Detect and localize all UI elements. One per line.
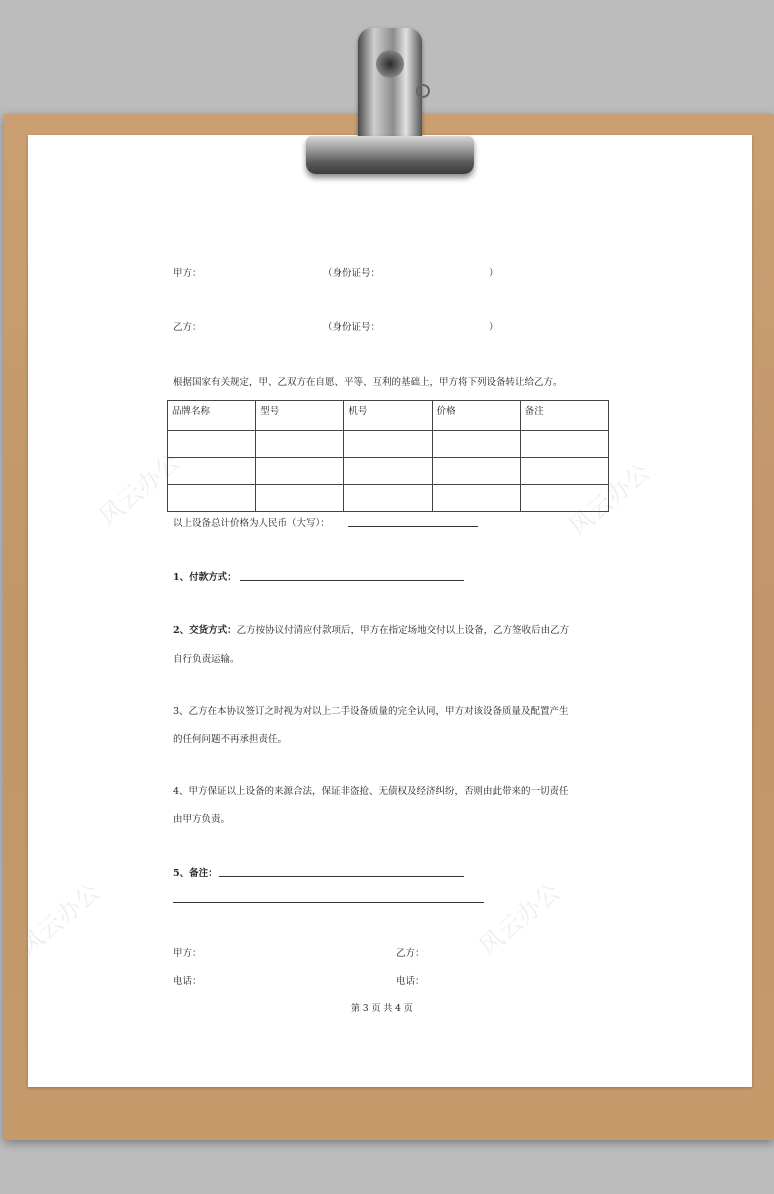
table-cell[interactable] (256, 458, 344, 485)
remarks-line-2[interactable] (173, 902, 484, 903)
table-cell[interactable] (520, 458, 608, 485)
table-row (168, 458, 609, 485)
party-a-label: 甲方： (173, 268, 202, 279)
total-price-label: 以上设备总计价格为人民币（大写）： (173, 518, 330, 529)
table-header-cell: 型号 (256, 401, 344, 431)
paper-sheet (28, 135, 752, 1087)
table-row (168, 431, 609, 458)
party-a-id-close: ） (489, 268, 499, 279)
binder-clip-pin (416, 84, 430, 98)
phone-party-b: 电话： (396, 976, 425, 987)
clause2-text1 (173, 622, 569, 636)
clause3-text1: 3、乙方在本协议签订之时视为对以上二手设备质量的完全认同，甲方对该设备质量及配置产生 (173, 706, 569, 717)
table-cell[interactable] (256, 431, 344, 458)
table-cell[interactable] (344, 431, 432, 458)
watermark: 风云办公 (563, 457, 656, 541)
binder-clip-hole (376, 50, 404, 78)
table-header-cell: 机号 (344, 401, 432, 431)
table-cell[interactable] (344, 458, 432, 485)
table-cell[interactable] (432, 485, 520, 512)
watermark: 风云办公 (13, 877, 106, 961)
clause2-text2: 自行负责运输。 (173, 654, 240, 665)
clause5-title: 5、备注： (173, 868, 218, 879)
table-cell[interactable] (168, 458, 256, 485)
binder-clip-lever (358, 28, 422, 140)
table-cell[interactable] (520, 485, 608, 512)
table-cell[interactable] (432, 458, 520, 485)
payment-method-line[interactable] (240, 580, 464, 581)
table-cell[interactable] (256, 485, 344, 512)
signature-party-b: 乙方： (396, 948, 425, 959)
signature-party-a: 甲方： (173, 948, 202, 959)
remarks-line[interactable] (219, 876, 464, 877)
clause3-text2: 的任何问题不再承担责任。 (173, 734, 288, 745)
table-cell[interactable] (168, 485, 256, 512)
table-row (168, 485, 609, 512)
party-b-id-close: ） (489, 322, 499, 333)
binder-clip-icon (306, 136, 474, 174)
party-b-label: 乙方： (173, 322, 202, 333)
clause1-title: 1、付款方式： (173, 572, 237, 583)
clause2-body: 乙方按协议付清应付款项后，甲方在指定场地交付以上设备，乙方签收后由乙方 (236, 625, 570, 636)
watermark: 风云办公 (93, 447, 186, 531)
party-a-id-label: （身份证号： (323, 268, 381, 279)
table-header-cell: 价格 (432, 401, 520, 431)
equipment-table (167, 400, 609, 512)
table-cell[interactable] (432, 431, 520, 458)
party-b-id-label: （身份证号： (323, 322, 381, 333)
intro-text: 根据国家有关规定，甲、乙双方在自愿、平等、互利的基础上，甲方将下列设备转让给乙方。 (173, 377, 563, 388)
clause4-text1: 4、甲方保证以上设备的来源合法，保证非盗抢、无债权及经济纠纷，否则由此带来的一切责任 (173, 786, 569, 797)
table-header-cell: 品牌名称 (168, 401, 256, 431)
clause2-title: 2、交货方式： (173, 625, 237, 636)
clause4-text2: 由甲方负责。 (173, 814, 231, 825)
total-price-line[interactable] (348, 526, 478, 527)
table-cell[interactable] (344, 485, 432, 512)
watermark: 风云办公 (473, 877, 566, 961)
page-number: 第 3 页 共 4 页 (351, 1004, 413, 1014)
phone-party-a: 电话： (173, 976, 202, 987)
table-header-cell: 备注 (520, 401, 608, 431)
table-header-row (168, 401, 609, 431)
table-cell[interactable] (168, 431, 256, 458)
table-cell[interactable] (520, 431, 608, 458)
